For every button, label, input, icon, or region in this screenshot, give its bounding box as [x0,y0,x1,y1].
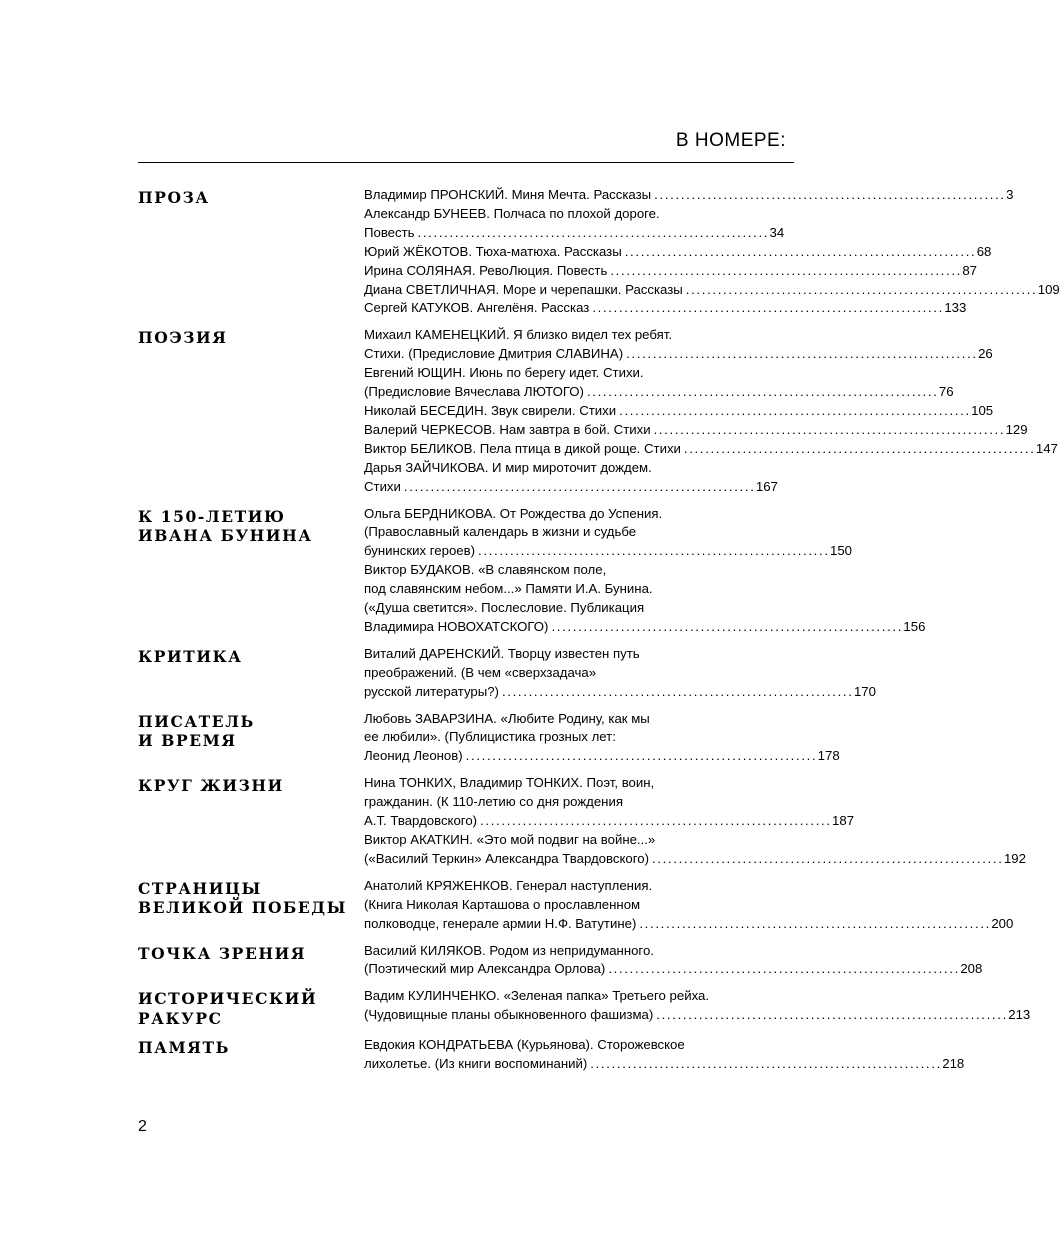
entry-text: преображений. (В чем «сверхзадача» [364,664,597,680]
section-title-line: ПОЭЗИЯ [138,328,228,348]
entry-text: Виталий ДАРЕНСКИЙ. Творцу известен путь [364,645,640,661]
section-title-line: ИВАНА БУНИНА [138,526,313,545]
dot-leader [466,747,815,766]
toc-section [138,774,1026,869]
dot-leader [684,440,1033,459]
entry-text: (Книга Николая Карташова о прославленном [364,896,641,912]
entry-line [364,421,1028,440]
entry-line [364,831,770,850]
section-title [138,505,364,546]
toc-entry[interactable] [364,243,992,262]
entry-line [364,1006,1031,1025]
entry-line [364,850,1026,869]
section-entries [364,942,983,980]
toc-entry[interactable] [364,262,977,281]
toc-entry[interactable] [364,421,1028,440]
entry-text: («Душа светится». Послесловие. Публикация [364,600,645,616]
toc-entry[interactable] [364,645,876,702]
entry-line [364,440,1058,459]
entry-line [364,299,967,318]
entry-text: лихолетье. (Из книги воспоминаний) [364,1056,588,1072]
section-title [138,987,364,1028]
entry-text: Леонид Леонов) [364,748,463,764]
section-entries [364,326,1058,496]
entry-line [364,645,770,664]
entry-text: Владимир ПРОНСКИЙ. Миня Мечта. Рассказы [364,187,652,202]
entry-page-number: 167 [755,478,778,494]
entry-text: Анатолий КРЯЖЕНКОВ. Генерал наступления. [364,877,653,893]
entry-text: Стихи [364,478,401,494]
section-title-line: ТОЧКА ЗРЕНИЯ [138,943,307,963]
dot-leader [654,186,1003,205]
entry-text: Михаил КАМЕНЕЦКИЙ. Я близко видел тех ребят. [364,327,673,343]
toc-entry[interactable] [364,831,1026,869]
entry-text: гражданин. (К 110-летию со дня рождения [364,794,623,810]
entry-line [364,896,770,915]
toc-entry[interactable] [364,774,855,831]
toc-entry[interactable] [364,1036,965,1074]
dot-leader [625,243,974,262]
toc-entry[interactable] [364,440,1058,459]
section-title-line: ВЕЛИКОЙ ПОБЕДЫ [138,898,347,918]
section-entries [364,645,876,702]
entry-line [364,243,992,262]
toc-entry[interactable] [364,402,994,421]
entry-text: Нина ТОНКИХ, Владимир ТОНКИХ. Поэт, воин, [364,775,655,791]
entry-line [364,1036,770,1055]
entry-line [364,478,778,497]
table-of-contents [138,186,1060,1082]
entry-text: (Поэтический мир Александра Орлова) [364,961,606,977]
dot-leader [592,299,941,318]
section-title-line: ПИСАТЕЛЬ [138,711,255,731]
entry-text: Стихи. (Предисловие Дмитрия СЛАВИНА) [364,346,624,362]
toc-entry[interactable] [364,987,1031,1025]
entry-text: под славянским небом...» Памяти И.А. Бунина. [364,581,653,597]
entry-text: Ирина СОЛЯНАЯ. РевоЛюция. Повесть [364,262,608,278]
toc-entry[interactable] [364,364,954,402]
dot-leader [418,224,767,243]
entry-text: русской литературы?) [364,683,499,699]
entry-text: Николай БЕСЕДИН. Звук свирели. Стихи [364,402,617,418]
entry-line [364,224,785,243]
toc-entry[interactable] [364,281,1060,300]
entry-text: бунинских героев) [364,543,476,559]
toc-section [138,645,876,702]
toc-section [138,505,926,637]
entry-line [364,281,1060,300]
entry-page-number: 187 [832,813,855,829]
entry-text: Александр БУНЕЕВ. Полчаса по плохой дороге. [364,205,660,221]
entry-text: (Чудовищные планы обыкновенного фашизма) [364,1007,654,1023]
section-title [138,326,364,348]
section-entries [364,877,1014,934]
toc-section [138,987,1031,1028]
entry-line [364,664,770,683]
entry-line [364,747,840,766]
page-number: 2 [138,1118,147,1135]
section-title [138,645,364,667]
dot-leader [639,915,988,934]
toc-section [138,877,1014,934]
dot-leader [551,618,900,637]
entry-line [364,326,770,345]
dot-leader [626,345,975,364]
contents-heading: В НОМЕРЕ: [675,130,786,151]
entry-line [364,599,770,618]
entry-line [364,774,770,793]
section-title-line: ИСТОРИЧЕСКИЙ [138,989,318,1009]
entry-line [364,542,853,561]
entry-page-number: 3 [1006,187,1014,202]
section-entries [364,987,1031,1025]
toc-entry[interactable] [364,877,1014,934]
dot-leader [686,281,1035,300]
entry-line [364,618,926,637]
entry-line [364,877,770,896]
entry-text: полководце, генерале армии Н.Ф. Ватутине) [364,915,637,931]
entry-line [364,580,770,599]
entry-text: Ольга БЕРДНИКОВА. От Рождества до Успения. [364,505,663,521]
dot-leader [654,421,1003,440]
section-entries [364,710,840,767]
entry-line [364,345,993,364]
entry-page-number: 34 [769,224,785,240]
entry-line [364,205,770,224]
section-entries [364,774,1026,869]
entry-text: Виктор БЕЛИКОВ. Пела птица в дикой роще. Стихи [364,440,681,456]
entry-line [364,402,994,421]
entry-line [364,1055,965,1074]
section-title-line: КРУГ ЖИЗНИ [138,776,284,796]
entry-text: Виктор БУДАКОВ. «В славянском поле, [364,562,607,578]
entry-text: Евдокия КОНДРАТЬЕВА (Курьянова). Сторожевское [364,1037,685,1053]
section-entries [364,1036,965,1074]
entry-text: А.Т. Твардовского) [364,813,478,829]
entry-text: Евгений ЮЩИН. Июнь по берегу идет. Стихи. [364,365,644,381]
section-entries [364,505,926,637]
entry-line [364,523,770,542]
section-title-line: СТРАНИЦЫ [138,878,262,898]
entry-page-number: 68 [976,243,992,259]
entry-text: Василий КИЛЯКОВ. Родом из непридуманного. [364,942,654,958]
dot-leader [610,262,959,281]
toc-section [138,710,840,767]
entry-line [364,459,770,478]
entry-page-number: 192 [1003,850,1026,866]
entry-text: Дарья ЗАЙЧИКОВА. И мир мироточит дождем. [364,459,652,475]
entry-page-number: 156 [903,618,926,634]
section-title [138,877,364,918]
entry-line [364,186,1014,205]
section-title-line: ПАМЯТЬ [138,1038,231,1058]
toc-entry[interactable] [364,710,840,767]
dot-leader [478,542,827,561]
toc-entry[interactable] [364,186,1014,205]
entry-text: Валерий ЧЕРКЕСОВ. Нам завтра в бой. Стихи [364,421,651,437]
entry-page-number: 26 [978,346,993,362]
entry-text: Юрий ЖЁКОТОВ. Тюха-матюха. Рассказы [364,243,622,259]
toc-entry[interactable] [364,561,926,637]
dot-leader [652,850,1001,869]
toc-section [138,942,983,980]
entry-text: Диана СВЕТЛИЧНАЯ. Море и черепашки. Рассказы [364,281,683,297]
entry-text: Вадим КУЛИНЧЕНКО. «Зеленая папка» Третьего рейха. [364,988,710,1004]
entry-line [364,915,1014,934]
entry-page-number: 208 [960,961,983,977]
section-title [138,186,364,208]
entry-line [364,364,770,383]
dot-leader [404,478,753,497]
toc-entry[interactable] [364,299,967,318]
entry-line [364,505,770,524]
entry-text: Виктор АКАТКИН. «Это мой подвиг на войне...» [364,832,656,847]
toc-entry[interactable] [364,326,993,364]
section-title-line: КРИТИКА [138,646,243,666]
toc-section [138,1036,965,1074]
section-title-line: РАКУРС [138,1008,223,1028]
entry-line [364,960,983,979]
entry-line [364,942,770,961]
entry-page-number: 147 [1035,440,1058,456]
entry-page-number: 150 [830,543,853,559]
toc-section [138,186,1060,318]
entry-page-number: 200 [991,915,1014,931]
entry-page-number: 213 [1008,1007,1031,1023]
entry-line [364,710,770,729]
dot-leader [590,1055,939,1074]
entry-line [364,383,954,402]
entry-text: (Предисловие Вячеслава ЛЮТОГО) [364,384,584,400]
entry-page-number: 76 [938,384,954,400]
dot-leader [619,402,968,421]
section-title [138,774,364,796]
entry-page-number: 87 [962,262,977,278]
toc-section [138,326,1058,496]
entry-text: («Василий Теркин» Александра Твардовского) [364,850,649,866]
section-title-line: К 150-ЛЕТИЮ [138,506,286,526]
entry-line [364,812,855,831]
entry-line [364,987,770,1006]
header-divider [138,162,794,163]
entry-text: Сергей КАТУКОВ. Ангелёня. Рассказ [364,300,590,316]
entry-page-number: 105 [971,402,994,418]
dot-leader [587,383,936,402]
entry-line [364,728,770,747]
entry-page-number: 218 [942,1056,965,1072]
toc-entry[interactable] [364,459,778,497]
dot-leader [480,812,829,831]
section-title [138,1036,364,1058]
section-title [138,710,364,751]
entry-page-number: 178 [817,748,840,764]
entry-text: ее любили». (Публицистика грозных лет: [364,729,616,745]
toc-entry[interactable] [364,505,853,562]
entry-text: (Православный календарь в жизни и судьбе [364,524,637,540]
toc-entry[interactable] [364,942,983,980]
section-title [138,942,364,964]
entry-page-number: 170 [853,683,876,699]
section-entries [364,186,1060,318]
entry-text: Повесть [364,224,415,240]
section-title-line: И ВРЕМЯ [138,731,237,751]
entry-page-number: 109 [1037,281,1060,297]
dot-leader [502,683,851,702]
entry-text: Любовь ЗАВАРЗИНА. «Любите Родину, как мы [364,710,650,726]
section-title-line: ПРОЗА [138,188,210,207]
entry-line [364,262,977,281]
entry-line [364,793,770,812]
entry-line [364,561,770,580]
entry-page-number: 133 [944,300,967,316]
dot-leader [656,1006,1005,1025]
toc-entry[interactable] [364,205,785,243]
entry-page-number: 129 [1005,421,1028,437]
dot-leader [608,960,957,979]
entry-line [364,683,876,702]
entry-text: Владимира НОВОХАТСКОГО) [364,618,549,634]
